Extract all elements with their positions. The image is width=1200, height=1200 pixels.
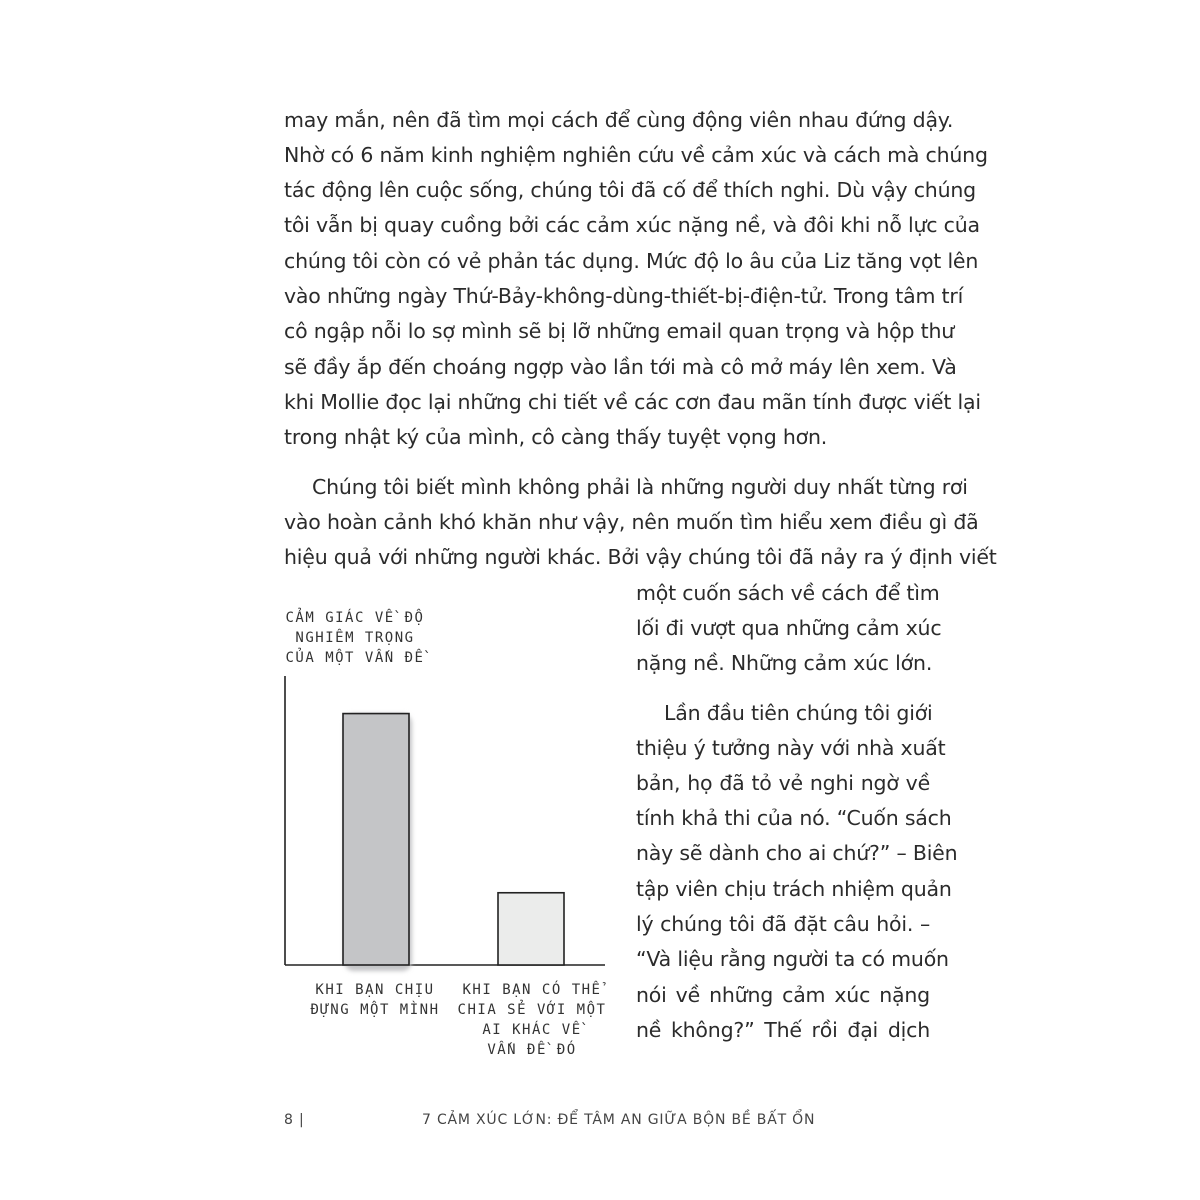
text-line: lối đi vượt qua những cảm xúc bbox=[636, 616, 942, 640]
text-line: vào hoàn cảnh khó khăn như vậy, nên muốn tìm hiểu xem điều gì đã bbox=[284, 510, 979, 534]
bar-1 bbox=[343, 714, 409, 965]
x-tick-label-line: CHIA SẺ VỚI MỘT bbox=[457, 1002, 607, 1018]
text-line: hiệu quả với những người khác. Bởi vậy chúng tôi đã nảy ra ý định viết bbox=[284, 545, 997, 569]
text-line: cô ngập nỗi lo sợ mình sẽ bị lỡ những email quan trọng và hộp thư bbox=[284, 319, 955, 343]
text-line: chúng tôi còn có vẻ phản tác dụng. Mức độ lo âu của Liz tăng vọt lên bbox=[284, 249, 979, 273]
text-line: vào những ngày Thứ-Bảy-không-dùng-thiết-bị-điện-tử. Trong tâm trí bbox=[284, 284, 964, 308]
x-tick-label-1 bbox=[290, 980, 460, 1020]
text-line: một cuốn sách về cách để tìm bbox=[636, 581, 940, 605]
text-line: Lần đầu tiên chúng tôi giới bbox=[664, 701, 933, 725]
page-number: 8 | bbox=[284, 1112, 305, 1128]
x-tick-label-line: KHI BẠN CÓ THỂ bbox=[462, 982, 602, 998]
text-line: tôi vẫn bị quay cuồng bởi các cảm xúc nặng nề, và đôi khi nỗ lực của bbox=[284, 213, 980, 237]
x-tick-label-2 bbox=[447, 980, 617, 1060]
y-axis-label-line: NGHIÊM TRỌNG bbox=[295, 630, 415, 646]
text-line: lý chúng tôi đã đặt câu hỏi. – bbox=[636, 912, 930, 936]
x-tick-label-line: ĐỰNG MỘT MÌNH bbox=[310, 1002, 440, 1018]
text-line: sẽ đầy ắp đến choáng ngợp vào lần tới mà cô mở máy lên xem. Và bbox=[284, 355, 957, 379]
x-tick-label-line: VẤN ĐỀ ĐÓ bbox=[487, 1042, 577, 1058]
x-tick-label-line: AI KHÁC VỀ bbox=[482, 1022, 582, 1038]
x-tick-label-line: KHI BẠN CHỊU bbox=[315, 982, 435, 998]
text-line: tập viên chịu trách nhiệm quản bbox=[636, 877, 952, 901]
text-line: “Và liệu rằng người ta có muốn bbox=[636, 947, 949, 971]
text-line: Nhờ có 6 năm kinh nghiệm nghiên cứu về cảm xúc và cách mà chúng bbox=[284, 143, 988, 167]
text-line: tính khả thi của nó. “Cuốn sách bbox=[636, 806, 952, 830]
text-line: nề không?” Thế rồi đại dịch bbox=[636, 1018, 930, 1042]
text-line: Chúng tôi biết mình không phải là những người duy nhất từng rơi bbox=[312, 475, 968, 499]
text-line: may mắn, nên đã tìm mọi cách để cùng động viên nhau đứng dậy. bbox=[284, 108, 954, 132]
text-line: nói về những cảm xúc nặng bbox=[636, 983, 930, 1007]
y-axis-label-line: CỦA MỘT VẤN ĐỀ bbox=[285, 650, 425, 666]
bar-2 bbox=[498, 893, 564, 965]
text-line: này sẽ dành cho ai chứ?” – Biên bbox=[636, 841, 958, 865]
text-line: khi Mollie đọc lại những chi tiết về các cơn đau mãn tính được viết lại bbox=[284, 390, 981, 414]
text-line: trong nhật ký của mình, cô càng thấy tuyệt vọng hơn. bbox=[284, 425, 828, 449]
y-axis-label-line: CẢM GIÁC VỀ ĐỘ bbox=[285, 610, 425, 626]
text-line: bản, họ đã tỏ vẻ nghi ngờ về bbox=[636, 771, 930, 795]
text-line: thiệu ý tưởng này với nhà xuất bbox=[636, 736, 946, 760]
text-line: nặng nề. Những cảm xúc lớn. bbox=[636, 651, 933, 675]
text-line: tác động lên cuộc sống, chúng tôi đã cố để thích nghi. Dù vậy chúng bbox=[284, 178, 976, 202]
running-title: 7 CẢM XÚC LỚN: ĐỂ TÂM AN GIỮA BỘN BỀ BẤT ỔN bbox=[422, 1112, 816, 1128]
